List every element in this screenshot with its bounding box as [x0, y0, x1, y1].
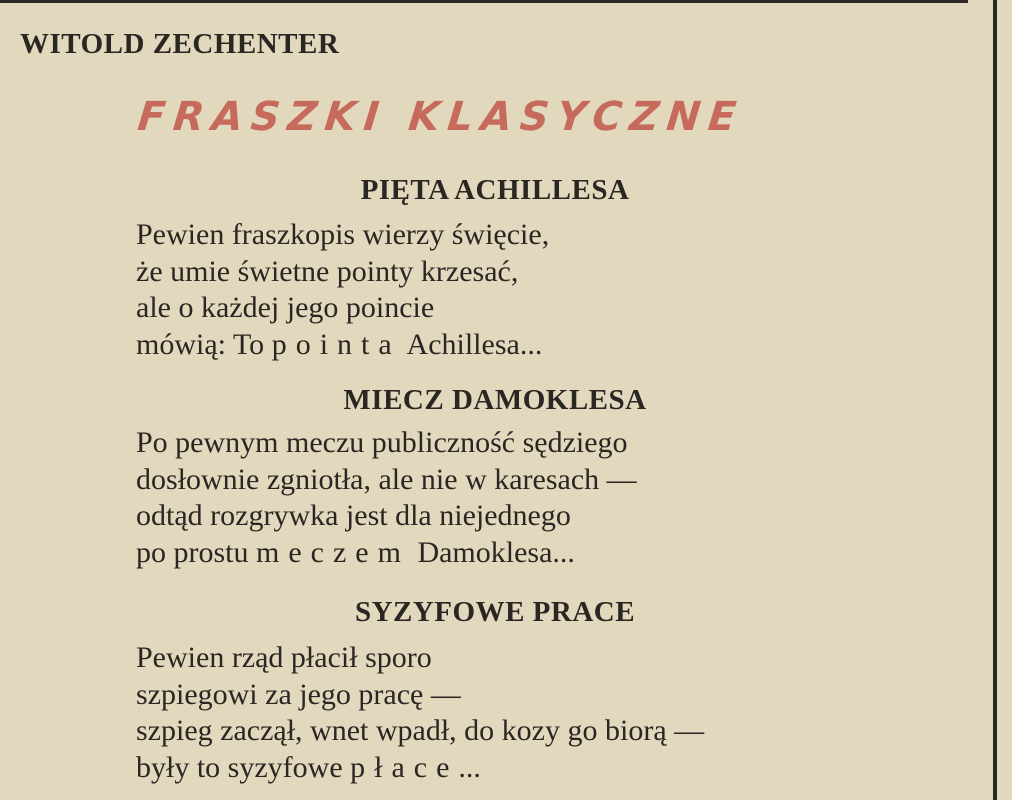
poem-line: [136, 713, 704, 750]
poem-heading: PIĘTA ACHILLESA: [360, 174, 630, 206]
line-text: mówią: To: [136, 327, 272, 361]
line-text: Pewien fraszkopis wierzy święcie,: [136, 218, 550, 251]
poem-line: [136, 498, 637, 535]
line-text: Achillesa...: [400, 327, 543, 361]
top-rule: [0, 0, 968, 3]
spaced-emphasis: płace: [350, 750, 459, 784]
spaced-emphasis: pointa: [271, 327, 401, 361]
poem-line: [136, 425, 637, 462]
article-title: FRASZKI KLASYCZNE: [135, 94, 747, 140]
poem-line: [136, 535, 637, 572]
line-text: że umie świetne pointy krzesać,: [136, 254, 519, 288]
column-rule: [993, 0, 997, 800]
line-text: odtąd rozgrywka jest dla niejednego: [136, 499, 571, 532]
line-text: po prostu: [136, 535, 256, 569]
poem-body: [136, 640, 704, 786]
poem-body: [136, 425, 637, 571]
line-text: ...: [458, 750, 481, 784]
spaced-emphasis: meczem: [256, 535, 410, 569]
line-text: szpiegowi za jego pracę —: [136, 677, 461, 711]
poem-line: [136, 640, 704, 677]
poem-line: [136, 290, 549, 327]
poem-line: [136, 750, 704, 787]
line-text: były to syzyfowe: [136, 750, 351, 784]
poem-line: [136, 254, 549, 291]
line-text: szpieg zaczął, wnet wpadł, do kozy go biorą —: [136, 714, 705, 747]
poem-line: [136, 462, 637, 499]
author-name: WITOLD ZECHENTER: [20, 28, 340, 60]
poem-line: [136, 217, 549, 254]
poem-heading: SYZYFOWE PRACE: [354, 596, 636, 628]
line-text: dosłownie zgniotła, ale nie w karesach —: [136, 462, 637, 496]
line-text: Pewien rząd płacił sporo: [136, 641, 432, 674]
poem-heading: MIECZ DAMOKLESA: [343, 384, 647, 416]
poem-body: [136, 217, 549, 363]
line-text: Damoklesa...: [409, 535, 575, 569]
line-text: Po pewnym meczu publiczność sędziego: [136, 426, 628, 459]
poem-line: [136, 327, 549, 364]
line-text: ale o każdej jego poincie: [136, 291, 435, 324]
poem-line: [136, 677, 704, 714]
